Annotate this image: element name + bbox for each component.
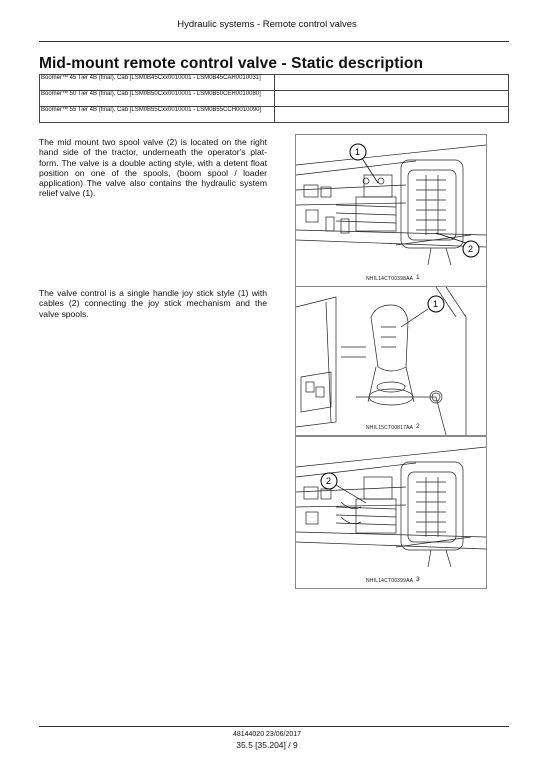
figure-valve-location: [295, 134, 487, 287]
title-rule: [39, 41, 509, 42]
figure-cables: [295, 436, 487, 589]
valve-illustration: [296, 135, 486, 286]
footer-doc-ref: 48144020 23/06/2017: [232, 731, 302, 738]
callout-label: 1: [355, 147, 361, 157]
figure-number: 2: [416, 423, 420, 430]
model-cell: Boomer™ 50 Tier 4B (final), Cab [LSM0B50Cxx0010001 - LSM0B50CEH0010080]: [40, 91, 275, 107]
figure-number: 1: [416, 274, 420, 281]
footer-page-number: 35.5 [35.204] / 9: [236, 740, 298, 750]
note-cell: [275, 107, 509, 123]
table-row: [40, 107, 509, 123]
description-paragraph: The mid mount two spool valve (2) is located on the right hand side of the tractor, underneath the operator's plat-form. The valve is a double acting style, with a detent float position on one of the spools, (boom spool / loader application) The valve also contains the hydraulic system relief valve (1).: [39, 137, 267, 199]
figure-joystick: [295, 286, 487, 436]
applicability-table: [39, 74, 509, 123]
figure-id: NHIL14CT00399AA: [366, 578, 414, 584]
note-cell: [275, 91, 509, 107]
page-title: Mid-mount remote control valve - Static description: [39, 55, 424, 72]
callout-label: 1: [433, 299, 439, 309]
footer-rule: [39, 726, 509, 727]
running-header: Hydraulic systems - Remote control valves: [177, 19, 357, 30]
figure-id: NHIL15CT00817AA: [366, 425, 414, 431]
note-cell: [275, 75, 509, 91]
figure-number: 3: [416, 576, 420, 583]
description-paragraph: The valve control is a single handle joy stick style (1) with cables (2) connecting the joy stick mechanism and the valve spools.: [39, 288, 267, 319]
cables-illustration: [296, 437, 486, 588]
figure-id: NHIL14CT00398AA: [366, 276, 414, 282]
table-row: [40, 75, 509, 91]
model-cell: Boomer™ 45 Tier 4B (final), Cab [LSM0B45Cxx0010001 - LSM0B45CAH0010031]: [40, 75, 275, 91]
model-cell: Boomer™ 55 Tier 4B (final), Cab [LSM0B55Cxx0010001 - LSM0B55CCH0010090]: [40, 107, 275, 123]
callout-label: 2: [326, 476, 332, 486]
callout-label: 2: [468, 244, 474, 254]
table-row: [40, 91, 509, 107]
joystick-illustration: [296, 287, 486, 435]
